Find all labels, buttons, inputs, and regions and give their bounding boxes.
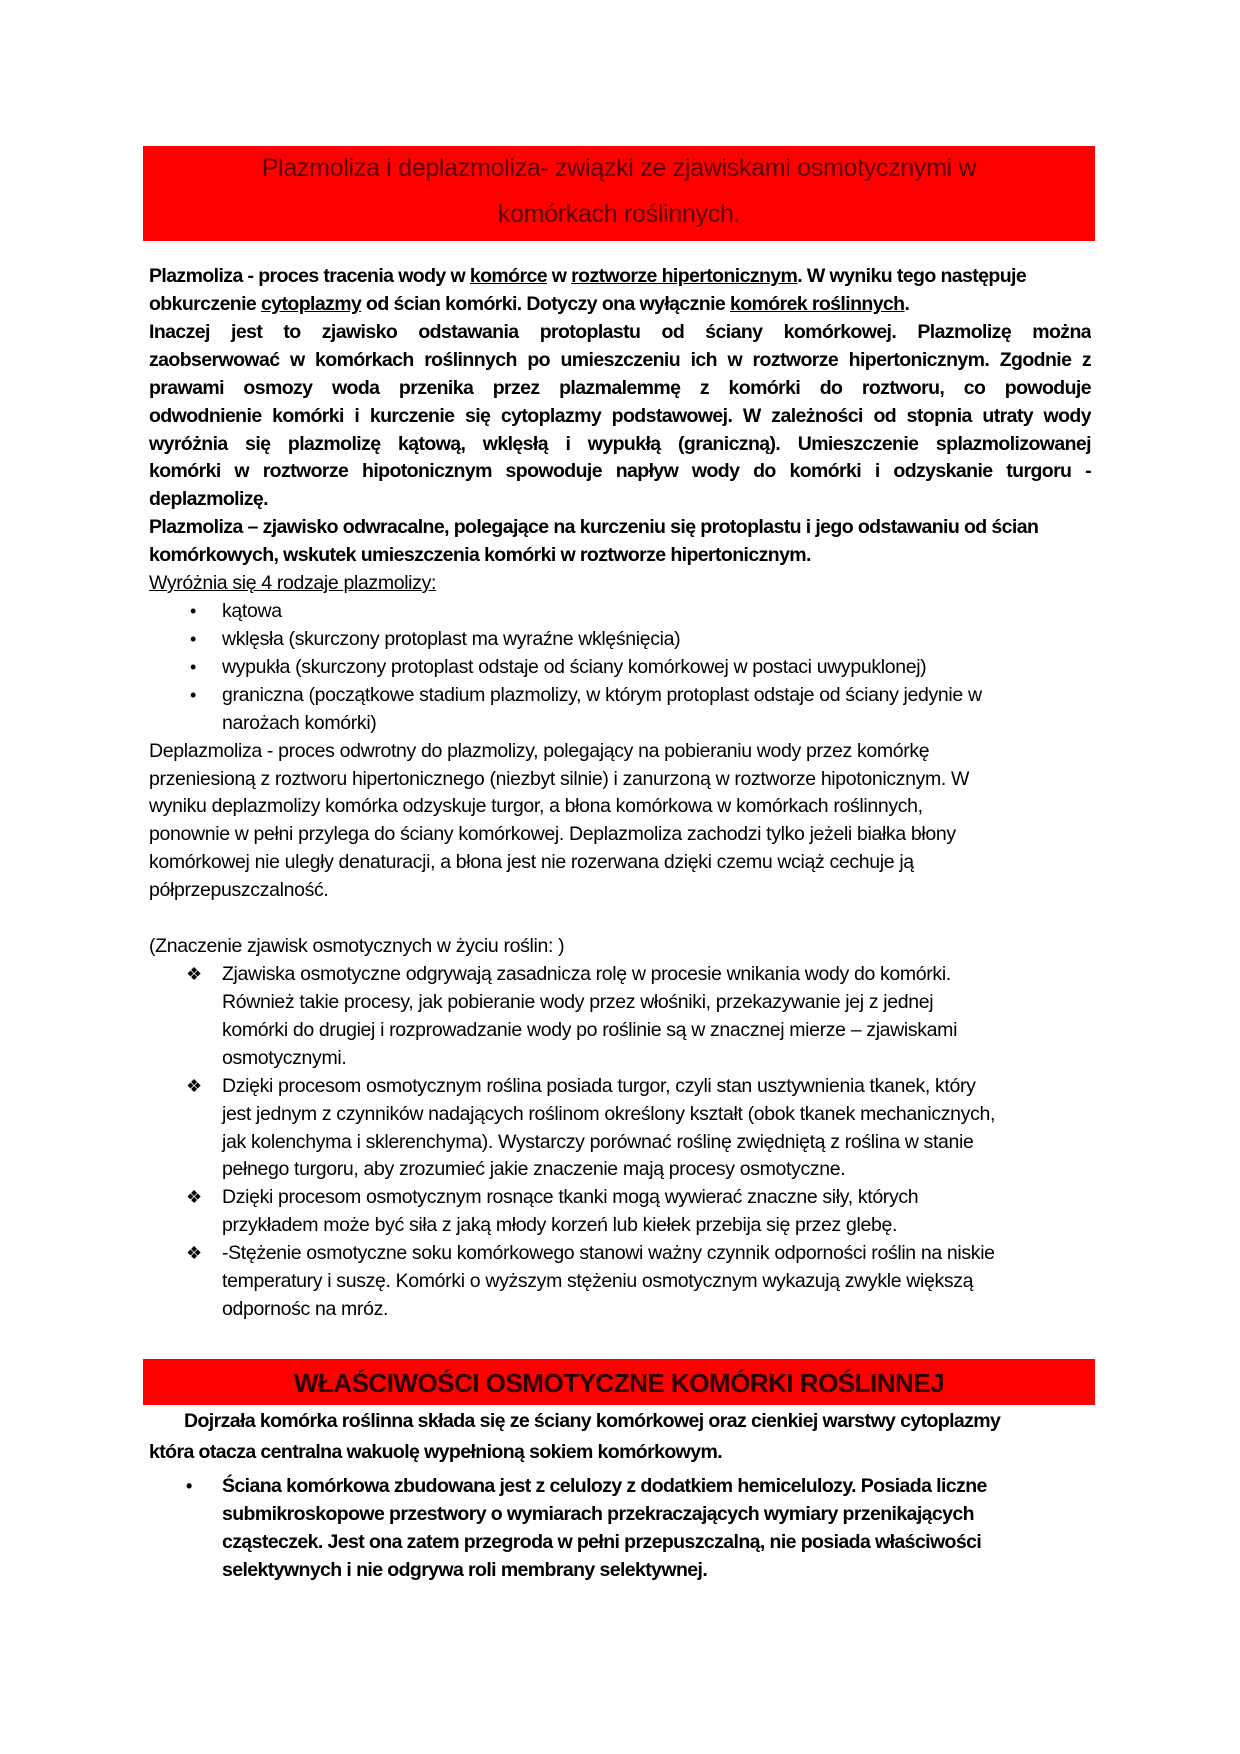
text-line <box>149 290 1091 318</box>
document-title-line-1: Plazmoliza i deplazmoliza- związki ze zjawiskami osmotycznymi w <box>261 154 977 182</box>
text-line: jak kolenchyma i sklerenchyma). Wystarczy porównać roślinę zwiędniętą z roślina w stanie <box>222 1130 974 1153</box>
diamond-bullet-icon: ❖ <box>186 1075 203 1096</box>
text-line: zaobserwować w komórkach roślinnych po umieszczeniu ich w roztworze hipertonicznym. Zgodnie z <box>149 348 1091 371</box>
text-line: odwodnienie komórki i kurczenie się cytoplazmy podstawowej. W zależności od stopnia utraty wody <box>149 404 1091 427</box>
text-line: odpornośc na mróz. <box>222 1298 389 1321</box>
text-line: prawami osmozy woda przenika przez plazmalemmę z komórki do roztworu, co powoduje <box>149 376 1091 399</box>
bullet-dot-icon: • <box>190 601 197 622</box>
list-item: Dzięki procesom osmotycznym rosnące tkanki mogą wywierać znaczne siły, których <box>222 1186 919 1209</box>
cell-wall-line-3: cząsteczek. Jest ona zatem przegroda w pełni przepuszczalną, nie posiada właściwości <box>222 1531 982 1553</box>
list-item: -Stężenie osmotyczne soku komórkowego stanowi ważny czynnik odporności roślin na niskie <box>222 1242 995 1265</box>
section-heading-banner <box>143 1359 1095 1405</box>
text-line: Deplazmoliza - proces odwrotny do plazmolizy, polegający na pobieraniu wody przez komórkę <box>149 739 930 762</box>
document-title-line-2: komórkach roślinnych. <box>497 200 741 228</box>
list-item: wklęsła (skurczony protoplast ma wyraźne wklęśnięcia) <box>222 627 681 650</box>
text-line: osmotycznymi. <box>222 1046 347 1069</box>
section-heading: WŁAŚCIWOŚCI OSMOTYCZNE KOMÓRKI ROŚLINNEJ <box>293 1368 945 1398</box>
underlined-term: komórek roślinnych <box>729 292 905 315</box>
text-line <box>149 904 1091 932</box>
underlined-term: cytoplazmy <box>261 292 362 315</box>
text-line: deplazmolizę. <box>149 488 268 511</box>
cell-wall-line-2: submikroskopowe przestwory o wymiarach przekraczających wymiary przenikających <box>222 1503 974 1525</box>
diamond-bullet-icon: ❖ <box>186 1243 203 1264</box>
text-line: Plazmoliza – zjawisko odwracalne, polegające na kurczeniu się protoplastu i jego odstawaniu od ścian <box>149 516 1039 539</box>
text-line: pełnego turgoru, aby zrozumieć jakie znaczenie mają procesy osmotyczne. <box>222 1158 846 1181</box>
list-item: Dzięki procesom osmotycznym roślina posiada turgor, czyli stan usztywnienia tkanek, który <box>222 1074 976 1097</box>
intro-line-1: Dojrzała komórka roślinna składa się ze ściany komórkowej oraz cienkiej warstwy cytoplazmy <box>184 1410 1001 1432</box>
cell-wall-text: zbudowana jest z celulozy z dodatkiem hemicelulozy. Posiada liczne <box>389 1475 987 1497</box>
text-line: jest jednym z czynników nadających roślinom określony kształt (obok tkanek mechanicznych, <box>222 1102 996 1125</box>
list-item: Zjawiska osmotyczne odgrywają zasadnicza rolę w procesie wnikania wody do komórki. <box>222 963 951 985</box>
text-line: Wyróżnia się 4 rodzaje plazmolizy: <box>149 572 437 595</box>
text-line: komórki do drugiej i rozprowadzanie wody po roślinie są w znacznej mierze – zjawiskami <box>222 1018 958 1041</box>
list-item: wypukła (skurczony protoplast odstaje od ściany komórkowej w postaci uwypuklonej) <box>222 655 927 678</box>
bullet-dot-icon: • <box>186 1476 193 1496</box>
bullet-dot-icon: • <box>190 684 197 705</box>
underlined-term: roztworze hipertonicznym <box>571 265 798 287</box>
cell-wall-line-4: selektywnych i nie odgrywa roli membrany selektywnej. <box>222 1559 708 1581</box>
text-line: komórkowej nie uległy denaturacji, a błona jest nie rozerwana dzięki czemu wciąż cechuje ją <box>149 851 914 874</box>
bold-term: Plazmoliza <box>149 265 243 287</box>
text-line: półprzepuszczalność. <box>149 879 329 902</box>
text-line: Inaczej jest to zjawisko odstawania protoplastu od ściany komórkowej. Plazmolizę można <box>149 320 1091 343</box>
text-line: wyniku deplazmolizy komórka odzyskuje turgor, a błona komórkowa w komórkach roślinnych, <box>149 795 923 818</box>
text-line: przeniesioną z roztworu hipertonicznego (niezbyt silnie) i zanurzoną w roztworze hipotonicznym. W <box>149 767 970 790</box>
intro-line-2: która otacza centralna wakuolę wypełnioną sokiem komórkowym. <box>149 1441 723 1463</box>
text-line: wyróżnia się plazmolizę kątową, wklęsłą i wypukłą (graniczną). Umieszczenie splazmolizowanej <box>149 432 1091 455</box>
text-line: temperatury i suszę. Komórki o wyższym stężeniu osmotycznym wykazują zwykle większą <box>222 1270 974 1293</box>
text-segment: od ścian komórki. Dotyczy ona wyłącznie <box>361 292 730 315</box>
cell-wall-term: Ściana komórkowa <box>222 1475 390 1497</box>
text-line: ponownie w pełni przylega do ściany komórkowej. Deplazmoliza zachodzi tylko jeżeli białka błony <box>149 823 956 846</box>
list-item: graniczna (początkowe stadium plazmolizy, w którym protoplast odstaje od ściany jedynie w <box>222 683 982 706</box>
text-segment: w <box>546 265 572 287</box>
text-line: komórkowych, wskutek umieszczenia komórki w roztworze hipertonicznym. <box>149 544 811 567</box>
diamond-bullet-icon: ❖ <box>186 1187 203 1208</box>
bullet-dot-icon: • <box>190 656 197 677</box>
text-line: (Znaczenie zjawisk osmotycznych w życiu roślin: ) <box>149 935 565 958</box>
list-item: kątowa <box>222 600 282 623</box>
diamond-bullet-icon: ❖ <box>186 964 203 984</box>
text-line: przykładem może być siła z jaką młody korzeń lub kiełek przebija się przez glebę. <box>222 1214 898 1237</box>
bullet-dot-icon: • <box>190 628 197 649</box>
text-line <box>149 262 1091 290</box>
text-segment: . W wyniku tego następuje <box>797 265 1027 287</box>
underlined-term: komórce <box>469 265 547 287</box>
text-line: komórki w roztworze hipotonicznym spowoduje napływ wody do komórki i odzyskanie turgoru - <box>149 460 1091 483</box>
text-segment: . <box>904 292 910 315</box>
text-line: narożach komórki) <box>222 711 377 734</box>
text-segment: obkurczenie <box>149 292 261 315</box>
text-segment: - proces tracenia wody w <box>242 265 470 287</box>
text-line: Również takie procesy, jak pobieranie wody przez włośniki, przekazywanie jej z jednej <box>222 990 934 1013</box>
cell-wall-line-1 <box>222 1472 1091 1500</box>
document-title-banner <box>143 146 1095 241</box>
